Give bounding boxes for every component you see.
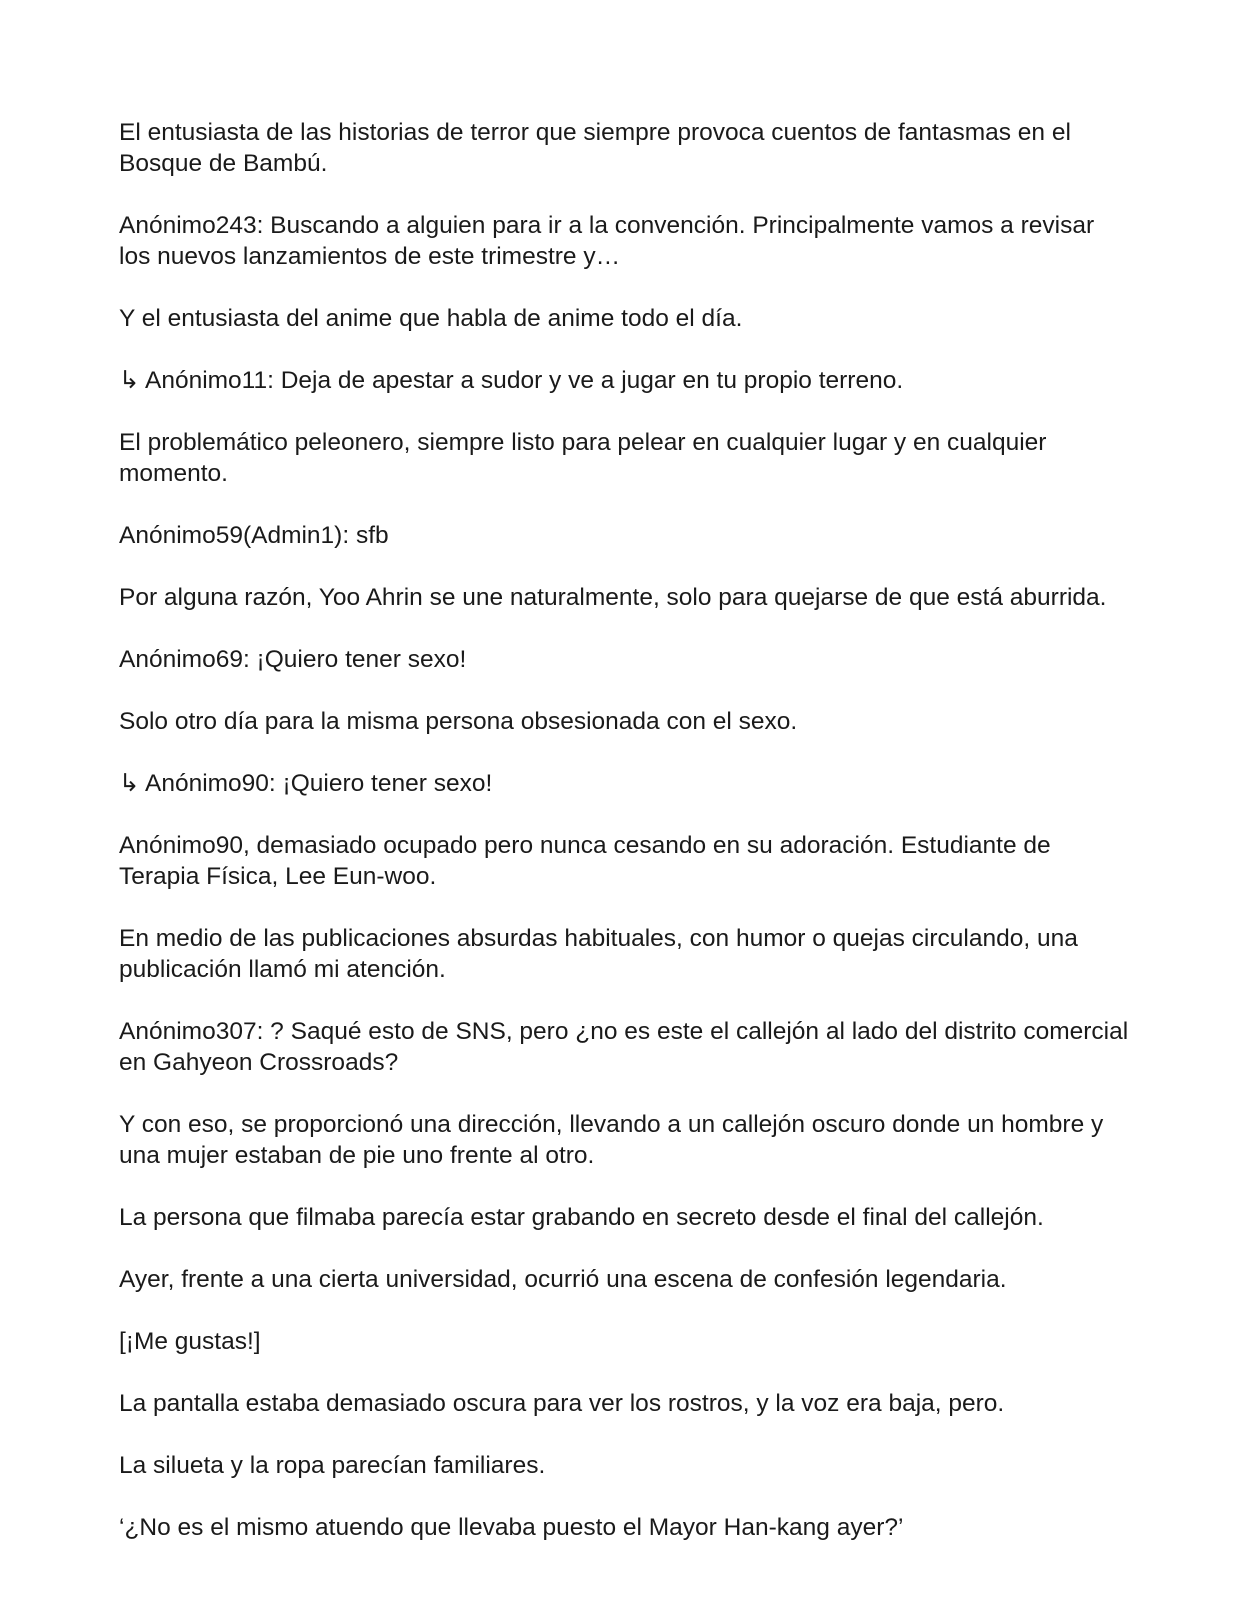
paragraph: ↳ Anónimo11: Deja de apestar a sudor y ve a jugar en tu propio terreno. (119, 367, 904, 394)
paragraph: En medio de las publicaciones absurdas habituales, con humor o quejas circulando, una publicación llamó mi atención. (119, 925, 1078, 983)
paragraph: Ayer, frente a una cierta universidad, ocurrió una escena de confesión legendaria. (119, 1266, 1007, 1293)
paragraph: [¡Me gustas!] (119, 1328, 261, 1355)
document-body (119, 117, 1129, 1543)
paragraph: La pantalla estaba demasiado oscura para ver los rostros, y la voz era baja, pero. (119, 1390, 1005, 1417)
paragraph: Y con eso, se proporcionó una dirección, llevando a un callejón oscuro donde un hombre y una mujer estaban de pie uno frente al otro. (119, 1111, 1104, 1169)
paragraph: El problemático peleonero, siempre listo para pelear en cualquier lugar y en cualquier momento. (119, 429, 1047, 487)
paragraph: La persona que filmaba parecía estar grabando en secreto desde el final del callejón. (119, 1204, 1044, 1231)
paragraph: Por alguna razón, Yoo Ahrin se une naturalmente, solo para quejarse de que está aburrida. (119, 584, 1107, 611)
paragraph: ↳ Anónimo90: ¡Quiero tener sexo! (119, 770, 493, 797)
paragraph: Anónimo69: ¡Quiero tener sexo! (119, 646, 467, 673)
paragraph: Anónimo243: Buscando a alguien para ir a la convención. Principalmente vamos a revisar los nuevos lanzamientos de este trimestre y… (119, 212, 1095, 270)
paragraph: El entusiasta de las historias de terror que siempre provoca cuentos de fantasmas en el Bosque de Bambú. (119, 119, 1071, 177)
paragraph: Anónimo307: ? Saqué esto de SNS, pero ¿no es este el callejón al lado del distrito comercial en Gahyeon Crossroads? (119, 1018, 1129, 1076)
paragraph: Anónimo90, demasiado ocupado pero nunca cesando en su adoración. Estudiante de Terapia Física, Lee Eun-woo. (119, 832, 1051, 890)
paragraph: Y el entusiasta del anime que habla de anime todo el día. (119, 305, 743, 332)
paragraph: La silueta y la ropa parecían familiares. (119, 1452, 546, 1479)
paragraph: Solo otro día para la misma persona obsesionada con el sexo. (119, 708, 798, 735)
paragraph: ‘¿No es el mismo atuendo que llevaba puesto el Mayor Han-kang ayer?’ (119, 1514, 904, 1541)
paragraph: Anónimo59(Admin1): sfb (119, 522, 389, 549)
